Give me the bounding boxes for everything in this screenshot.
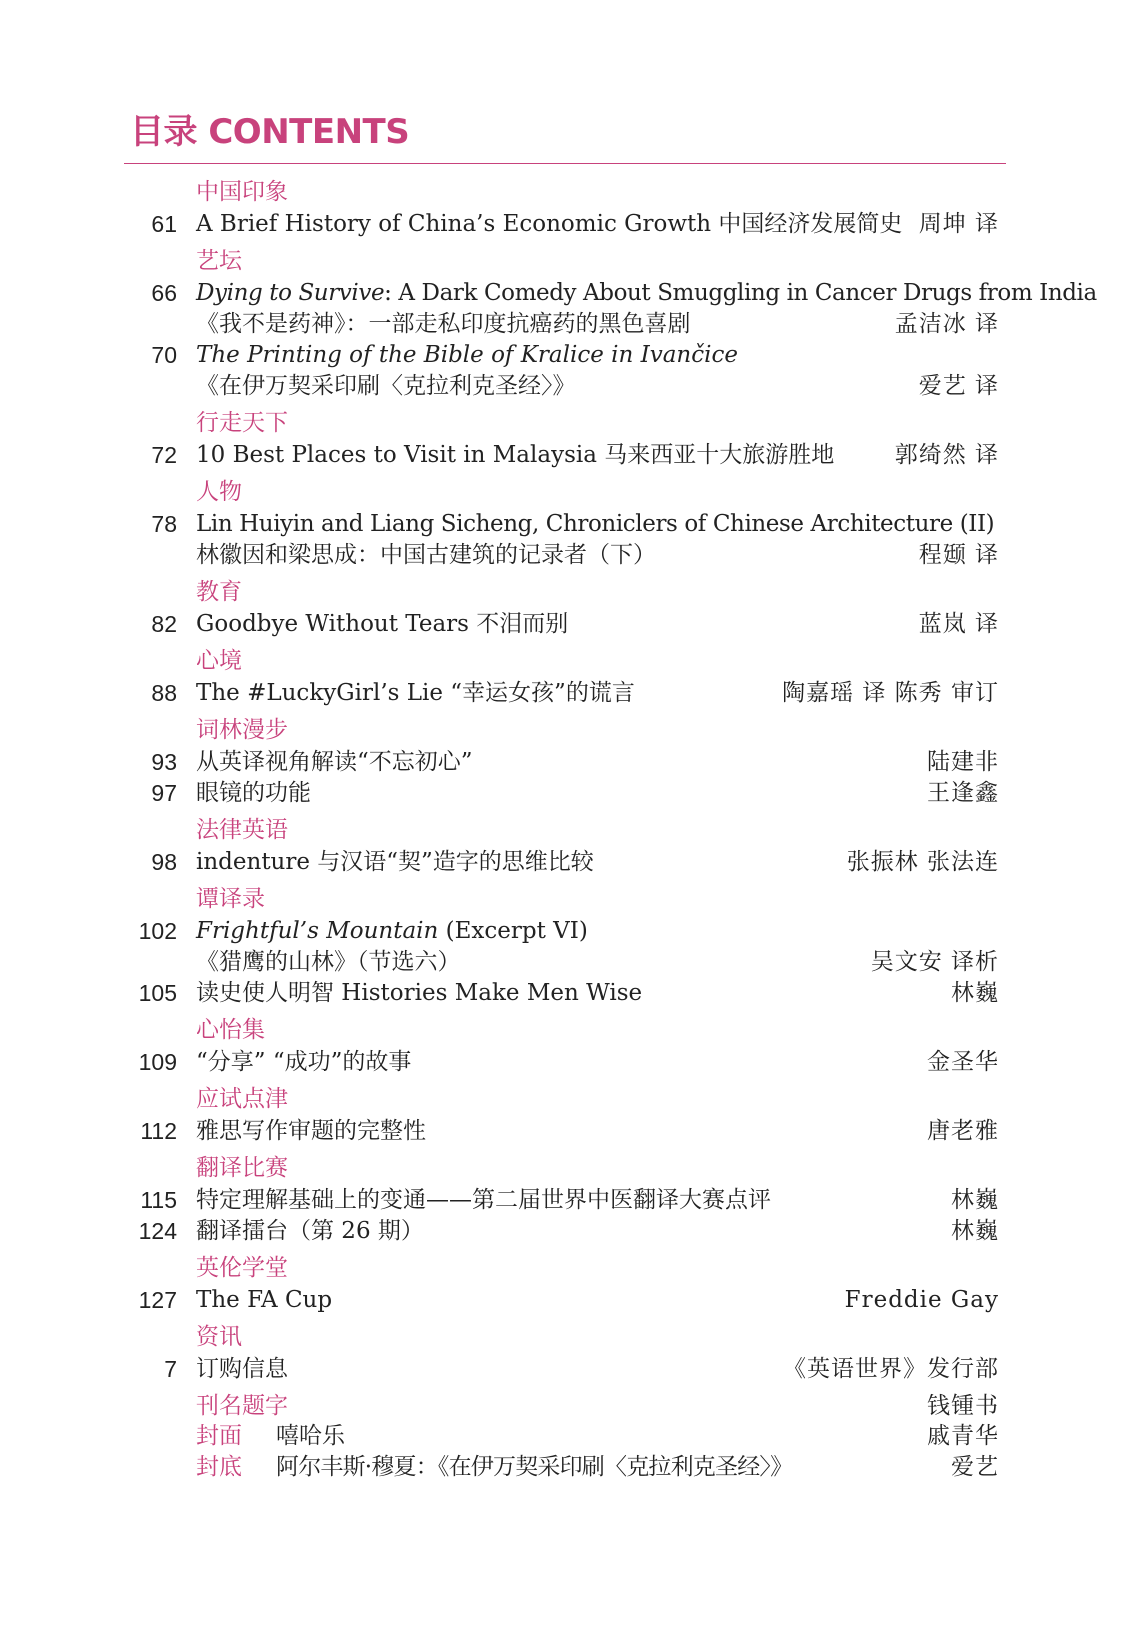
section-label: 教育 (196, 579, 242, 605)
page-title: 目录 CONTENTS (130, 112, 410, 152)
page-number: 82 (151, 611, 177, 637)
entry-author: 陆建非 (927, 749, 999, 775)
section-header (0, 402, 1147, 440)
toc-entry-line[interactable] (0, 278, 1147, 309)
section-label: 法律英语 (196, 817, 288, 843)
section-header (0, 640, 1147, 678)
entry-title: “分享” “成功”的故事 (196, 1049, 412, 1075)
toc-entry-line[interactable] (0, 1354, 1147, 1385)
section-label: 资讯 (196, 1324, 242, 1350)
section-label: 英伦学堂 (196, 1255, 288, 1281)
misc-text: 嘻哈乐 (276, 1423, 345, 1449)
page-number: 127 (138, 1287, 177, 1313)
section-header (0, 171, 1147, 209)
section-label: 人物 (196, 479, 242, 505)
toc-entry-line[interactable] (0, 609, 1147, 640)
entry-author: 吴文安 译析 (870, 949, 999, 975)
toc-entry-line[interactable] (0, 440, 1147, 471)
section-label: 行走天下 (196, 410, 288, 436)
toc-entry-line[interactable] (0, 540, 1147, 571)
section-header (0, 709, 1147, 747)
entry-title: Dying to Survive: A Dark Comedy About Smuggling in Cancer Drugs from India (196, 280, 1097, 306)
entry-author: 金圣华 (927, 1049, 999, 1075)
section-label: 谭译录 (196, 886, 265, 912)
misc-author: 钱锺书 (927, 1393, 999, 1419)
page-number: 7 (164, 1356, 177, 1382)
section-label: 词林漫步 (196, 717, 288, 743)
entry-title: 眼镜的功能 (196, 780, 311, 806)
entry-author: 蓝岚 译 (918, 611, 999, 637)
entry-title: 雅思写作审题的完整性 (196, 1118, 426, 1144)
toc-entry-line[interactable] (0, 778, 1147, 809)
toc-entry-line[interactable] (0, 1047, 1147, 1078)
entry-title: 《我不是药神》：一部走私印度抗癌药的黑色喜剧 (196, 311, 691, 337)
toc-entry-line[interactable] (0, 916, 1147, 947)
entry-author: 孟洁冰 译 (894, 311, 999, 337)
page-number: 88 (151, 680, 177, 706)
page-number: 78 (151, 511, 177, 537)
page-number: 66 (151, 280, 177, 306)
toc-entry-line[interactable] (0, 978, 1147, 1009)
entry-title: 翻译擂台（第 26 期） (196, 1218, 424, 1244)
entry-title: The FA Cup (196, 1287, 333, 1313)
section-label: 心怡集 (196, 1017, 265, 1043)
section-header (0, 1316, 1147, 1354)
section-header (0, 809, 1147, 847)
misc-label: 封面 (196, 1423, 242, 1449)
entry-author: 程颋 译 (918, 542, 999, 568)
section-header (0, 1147, 1147, 1185)
entry-title: Frightful’s Mountain (Excerpt VI) (196, 918, 588, 944)
misc-back-cover (0, 1452, 1147, 1483)
entry-title: 《在伊万契采印刷〈克拉利克圣经〉》 (196, 373, 576, 399)
page-number: 115 (140, 1187, 177, 1213)
toc-entry-line[interactable] (0, 1216, 1147, 1247)
entry-title: A Brief History of China’s Economic Growth 中国经济发展简史 (196, 211, 903, 237)
page-number: 124 (138, 1218, 177, 1244)
entry-title: 特定理解基础上的变通——第二届世界中医翻译大赛点评 (196, 1187, 771, 1213)
entry-author: 林巍 (951, 1187, 999, 1213)
misc-title-calligraphy (0, 1385, 1147, 1421)
page-number: 112 (140, 1118, 177, 1144)
entry-title: 10 Best Places to Visit in Malaysia 马来西亚十大旅游胜地 (196, 442, 835, 468)
entry-author: 林巍 (951, 980, 999, 1006)
toc-entry-line[interactable] (0, 947, 1147, 978)
toc-entry-line[interactable] (0, 509, 1147, 540)
entry-title: 《猎鹰的山林》（节选六） (196, 949, 461, 975)
entry-author: 唐老雅 (927, 1118, 999, 1144)
entry-title: indenture 与汉语“契”造字的思维比较 (196, 849, 594, 875)
misc-label: 封底 (196, 1454, 242, 1480)
entry-author: 张振林 张法连 (846, 849, 999, 875)
misc-label: 刊名题字 (196, 1393, 288, 1419)
entry-title: 从英译视角解读“不忘初心” (196, 749, 473, 775)
toc-entry-line[interactable] (0, 1185, 1147, 1216)
toc-entry-line[interactable] (0, 309, 1147, 340)
toc-entry-line[interactable] (0, 371, 1147, 402)
page-number: 97 (151, 780, 177, 806)
page-number: 109 (138, 1049, 177, 1075)
entry-title: Lin Huiyin and Liang Sicheng, Chroniclers of Chinese Architecture (II) (196, 511, 995, 537)
entry-author: 郭绮然 译 (894, 442, 999, 468)
section-label: 翻译比赛 (196, 1155, 288, 1181)
entry-title: 林徽因和梁思成：中国古建筑的记录者（下） (196, 542, 656, 568)
toc-entry-line[interactable] (0, 847, 1147, 878)
misc-cover (0, 1421, 1147, 1452)
section-header (0, 1009, 1147, 1047)
entry-title: The Printing of the Bible of Kralice in Ivančice (196, 342, 738, 368)
page-number: 70 (151, 342, 177, 368)
section-header (0, 571, 1147, 609)
section-label: 应试点津 (196, 1086, 288, 1112)
page-number: 93 (151, 749, 177, 775)
entry-title: 订购信息 (196, 1356, 288, 1382)
section-label: 心境 (196, 648, 242, 674)
toc-entry-line[interactable] (0, 678, 1147, 709)
section-header (0, 471, 1147, 509)
misc-text: 阿尔丰斯·穆夏：《在伊万契采印刷〈克拉利克圣经〉》 (276, 1454, 793, 1480)
entry-author: 王逢鑫 (927, 780, 999, 806)
entry-title: 读史使人明智 Histories Make Men Wise (196, 980, 643, 1006)
entry-author: 爱艺 译 (918, 373, 999, 399)
misc-author: 戚青华 (927, 1423, 999, 1449)
entry-author: 《英语世界》发行部 (783, 1356, 999, 1382)
page-number: 61 (151, 211, 177, 237)
page-number: 72 (151, 442, 177, 468)
entry-title: The #LuckyGirl’s Lie “幸运女孩”的谎言 (196, 680, 635, 706)
entry-author: 周坤 译 (918, 211, 999, 237)
header-divider (124, 163, 1006, 164)
section-header (0, 240, 1147, 278)
page-number: 102 (138, 918, 177, 944)
section-header (0, 878, 1147, 916)
toc-entry-line[interactable] (0, 340, 1147, 371)
section-header (0, 1247, 1147, 1285)
section-label: 中国印象 (196, 179, 288, 205)
toc-entry-line[interactable] (0, 1116, 1147, 1147)
toc-entry-line[interactable] (0, 747, 1147, 778)
entry-author: 林巍 (951, 1218, 999, 1244)
page-number: 105 (138, 980, 177, 1006)
page-number: 98 (151, 849, 177, 875)
toc-entry-line[interactable] (0, 209, 1147, 240)
misc-author: 爱艺 (951, 1454, 999, 1480)
section-label: 艺坛 (196, 248, 242, 274)
entry-author: 陶嘉瑶 译 陈秀 审订 (782, 680, 999, 706)
entry-author: Freddie Gay (844, 1287, 999, 1313)
entry-title: Goodbye Without Tears 不泪而别 (196, 611, 569, 637)
section-header (0, 1078, 1147, 1116)
table-of-contents (0, 171, 1147, 1483)
toc-entry-line[interactable] (0, 1285, 1147, 1316)
